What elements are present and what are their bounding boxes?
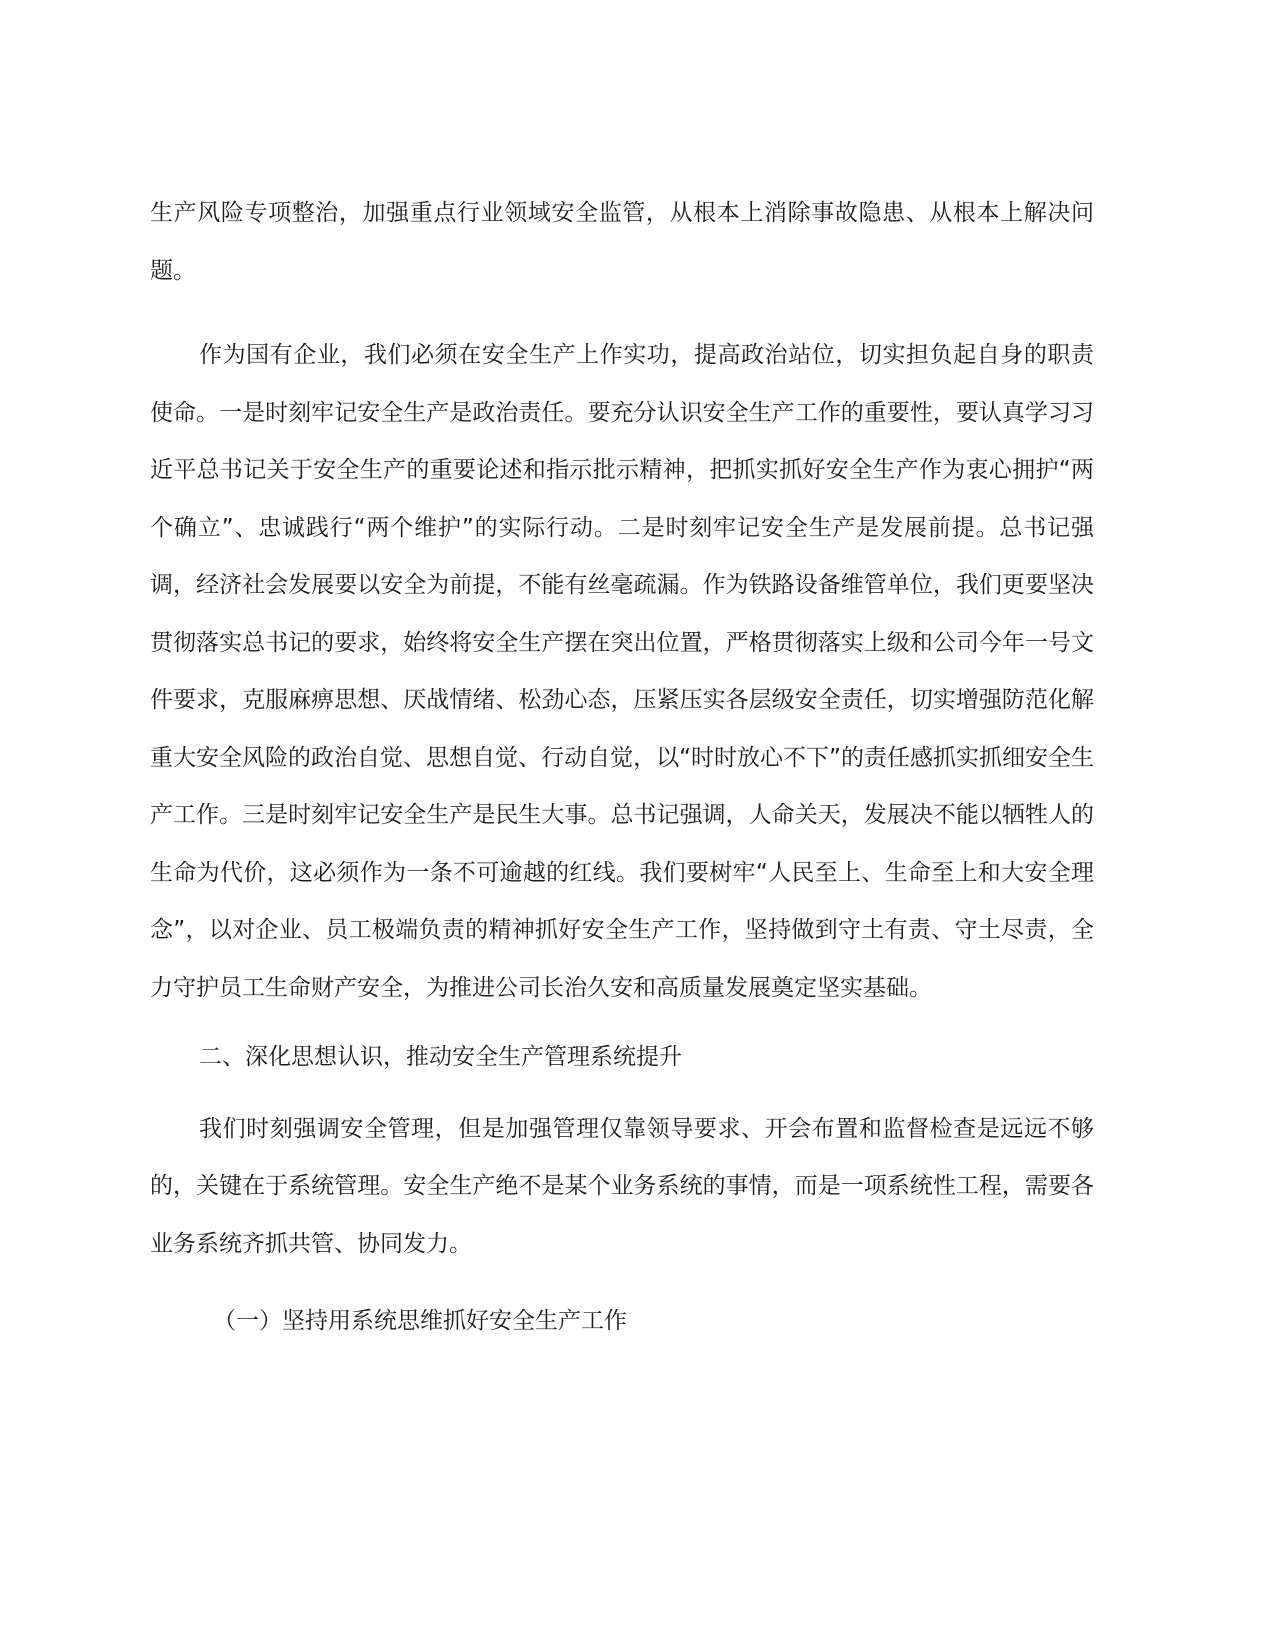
paragraph-system-management: 我们时刻强调安全管理，但是加强管理仅靠领导要求、开会布置和监督检查是远远不够的，关键在于系统管理。安全生产绝不是某个业务系统的事情，而是一项系统性工程，需要各业务系统齐抓共管、协同发力。 — [150, 1115, 1094, 1257]
subsection-heading-1: （一）坚持用系统思维抓好安全生产工作 — [213, 1308, 627, 1334]
document-body — [150, 185, 1094, 1351]
paragraph-continuation: 生产风险专项整治，加强重点行业领域安全监管，从根本上消除事故隐患、从根本上解决问题。 — [150, 200, 1094, 284]
section-heading-2: 二、深化思想认识，推动安全生产管理系统提升 — [199, 1044, 682, 1070]
paragraph-responsibility: 作为国有企业，我们必须在安全生产上作实功，提高政治站位，切实担负起自身的职责使命。一是时刻牢记安全生产是政治责任。要充分认识安全生产工作的重要性，要认真学习习近平总书记关于安全生产的重要论述和指示批示精神，把抓实抓好安全生产作为衷心拥护“两个确立”、忠诚践行“两个维护”的实际行动。二是时刻牢记安全生产是发展前提。总书记强调，经济社会发展要以安全为前提，不能有丝毫疏漏。作为铁路设备维管单位，我们更要坚决贯彻落实总书记的要求，始终将安全生产摆在突出位置，严格贯彻落实上级和公司今年一号文件要求，克服麻痹思想、厌战情绪、松劲心态，压紧压实各层级安全责任，切实增强防范化解重大安全风险的政治自觉、思想自觉、行动自觉，以“时时放心不下”的责任感抓实抓细安全生产工作。三是时刻牢记安全生产是民生大事。总书记强调，人命关天，发展决不能以牺牲人的生命为代价，这必须作为一条不可逾越的红线。我们要树牢“人民至上、生命至上和大安全理念”，以对企业、员工极端负责的精神抓好安全生产工作，坚持做到守土有责、守土尽责，全力守护员工生命财产安全，为推进公司长治久安和高质量发展奠定坚实基础。 — [150, 342, 1094, 1001]
